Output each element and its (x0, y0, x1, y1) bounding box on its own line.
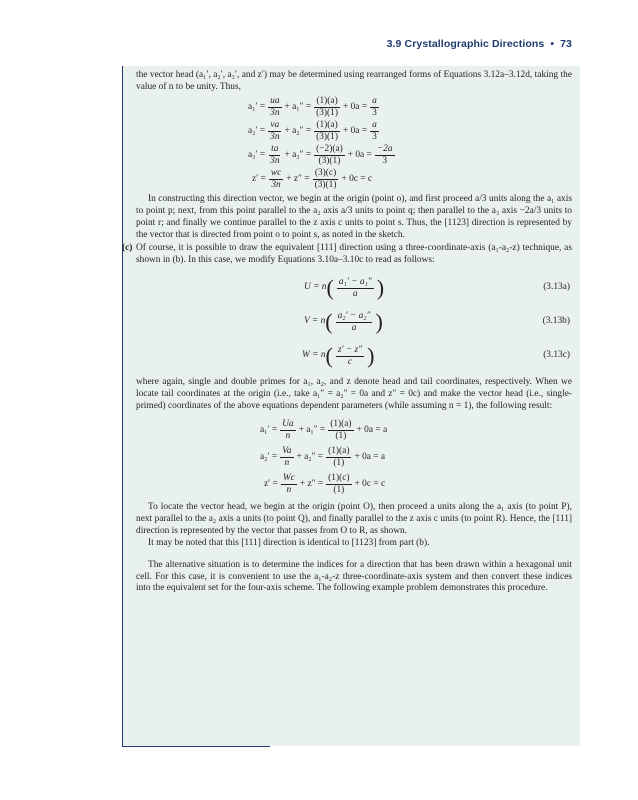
eq-lhs: z′ = (264, 478, 278, 489)
equation-3-13a (136, 271, 572, 305)
eq-fraction: $\frac{\text{a₂′ − a₂″}}{a}$ (337, 310, 371, 333)
locate-paragraph: To locate the vector head, we begin at the origin (point O), then proceed a units along the a₁ axis (to point P), next parallel to the a₂ axis a units (to point Q), and finally parallel to the z axis c units (to point R). Hence, the [111] direction is represented by the vector that passes from O to R, as shown. (136, 501, 572, 536)
eq-fraction: $\frac{Ua}{n}$ (282, 418, 294, 441)
intro-paragraph: the vector head (a₁′, a₂′, a₃′, and z′) may be determined using rearranged forms of Equations 3.12a–3.12d, taking the value of n to be unity. Thus, (136, 70, 572, 92)
eq-lhs: z′ = (252, 173, 266, 184)
equation-z-prime-3axis (136, 471, 572, 498)
eq-fraction: $\frac{va}{3n}$ (270, 120, 280, 143)
eq-fraction: $\frac{\text{a₁′ − a₁″}}{a}$ (338, 276, 372, 299)
item-c-text: Of course, it is possible to draw the equivalent [111] direction using a three-coordinate-axis (a₁-a₂-z) technique, as shown in (b). In this case, we modify Equations 3.10a–3.10c to read as follows: (136, 243, 572, 266)
equation-number: (3.13b) (542, 316, 570, 327)
right-paren: ) (375, 309, 383, 335)
eq-fraction: $\frac{ta}{3n}$ (270, 144, 280, 167)
eq-tail: + 0c = c (354, 478, 386, 489)
eq-lhs: a₃′ = (248, 149, 266, 160)
eq-fraction: $\frac{Wc}{n}$ (282, 472, 295, 495)
eq-lhs: V = n (304, 316, 326, 327)
eq-fraction: $\frac{(1)(c)}{(1)}$ (328, 472, 350, 495)
construct-paragraph: In constructing this direction vector, we begin at the origin (point o), and first proceed a/3 units along the a₁ axis to point p; next, from this point parallel to the a₂ axis a/3 units to point q; then parallel to the a₃ axis −2a/3 units to point r; and finally we continue parallel to the z axis c units to point s. Thus, the [1123] direction is represented by the vector that is directed from point o to point s, as noted in the sketch. (136, 193, 572, 240)
eq-tail: + 0a = (347, 149, 372, 160)
eq-lhs: a₁′ = (248, 101, 266, 112)
equation-3-13b (136, 305, 572, 339)
eq-lhs: a₂′ = (248, 125, 266, 136)
item-c (122, 243, 572, 267)
panel-left-rule (122, 66, 123, 746)
page-content (122, 70, 572, 595)
equation-z-prime (136, 168, 572, 192)
eq-fraction: $\frac{a}{3}$ (372, 96, 377, 119)
equation-number: (3.13a) (543, 282, 570, 293)
equation-a3-prime (136, 144, 572, 168)
item-c-label: (c) (122, 243, 133, 254)
eq-tail: + 0a = a (356, 424, 388, 435)
eq-fraction: $\frac{(1)(a)}{(3)(1)}$ (316, 96, 338, 119)
eq-tail: + 0a = a (354, 451, 386, 462)
alternative-paragraph: The alternative situation is to determine the indices for a direction that has been drawn within a hexagonal unit cell. For this case, it is convenient to use the a₁-a₂-z three-coordinate-axis system and then convert these indices into the equivalent set for the four-axis scheme. The following example problem demonstrates this procedure. (136, 559, 572, 594)
eq-mid: + a₁″ = (298, 424, 326, 435)
equation-block-1 (136, 96, 572, 192)
equation-a2-prime-3axis (136, 444, 572, 471)
where-paragraph: where again, single and double primes for a₁, a₂, and z denote head and tail coordinates, respectively. When we locate tail coordinates at the origin (i.e., take a₁″ = a₂″ = 0a and z″ = 0c) and make the vector head (i.e., single-primed) coordinates of the above equations dependent parameters (while assuming n = 1), the following result: (136, 377, 572, 412)
right-paren: ) (376, 275, 385, 301)
eq-fraction: $\frac{z' - z''}{c}$ (337, 344, 363, 367)
eq-tail: + 0c = c (341, 173, 373, 184)
section-title: 3.9 Crystallographic Directions (386, 38, 545, 50)
page-number: 73 (560, 38, 572, 50)
eq-mid: + z″ = (286, 173, 310, 184)
eq-lhs: U = n (304, 282, 327, 293)
eq-fraction: $\frac{ua}{3n}$ (270, 96, 280, 119)
eq-fraction: $\frac{a}{3}$ (372, 120, 377, 143)
eq-fraction: $\frac{(1)(a)}{(1)}$ (328, 445, 350, 468)
panel-bottom-rule (122, 746, 270, 747)
equation-number: (3.13c) (543, 350, 570, 361)
eq-tail: + 0a = (342, 125, 368, 136)
eq-mid: + a₃″ = (284, 149, 312, 160)
equation-block-3 (136, 417, 572, 498)
eq-lhs: a₁′ = (260, 424, 278, 435)
equation-a2-prime (136, 120, 572, 144)
eq-fraction: $\frac{Va}{n}$ (282, 445, 292, 468)
eq-mid: + z″ = (299, 478, 324, 489)
eq-fraction: $\frac{(-2)(a)}{(3)(1)}$ (316, 144, 343, 167)
equation-a1-prime-3axis (136, 417, 572, 444)
equation-a1-prime (136, 96, 572, 120)
left-paren: ( (326, 275, 334, 301)
eq-fraction: $\frac{(1)(a)}{(3)(1)}$ (316, 120, 338, 143)
eq-fraction: $\frac{(1)(a)}{(1)}$ (330, 418, 352, 441)
eq-mid: + a₂″ = (284, 125, 312, 136)
eq-fraction: $\frac{(3)(c)}{(3)(1)}$ (314, 168, 337, 191)
noted-paragraph: It may be noted that this [111] direction is identical to [1123] from part (b). (148, 537, 430, 548)
eq-lhs: a₂′ = (260, 451, 278, 462)
eq-tail: + 0a = (342, 101, 368, 112)
equation-3-13c (136, 339, 572, 373)
eq-mid: + a₁″ = (284, 101, 312, 112)
eq-fraction: $\frac{wc}{3n}$ (270, 168, 282, 191)
left-paren: ( (325, 309, 333, 335)
eq-fraction: $\frac{-2a}{3}$ (376, 144, 393, 167)
left-paren: ( (325, 343, 333, 369)
header-separator: • (550, 38, 555, 50)
equation-block-2 (136, 271, 572, 373)
eq-mid: + a₂″ = (296, 451, 324, 462)
eq-lhs: W = n (302, 350, 326, 361)
running-header (0, 38, 572, 50)
right-paren: ) (367, 343, 375, 369)
